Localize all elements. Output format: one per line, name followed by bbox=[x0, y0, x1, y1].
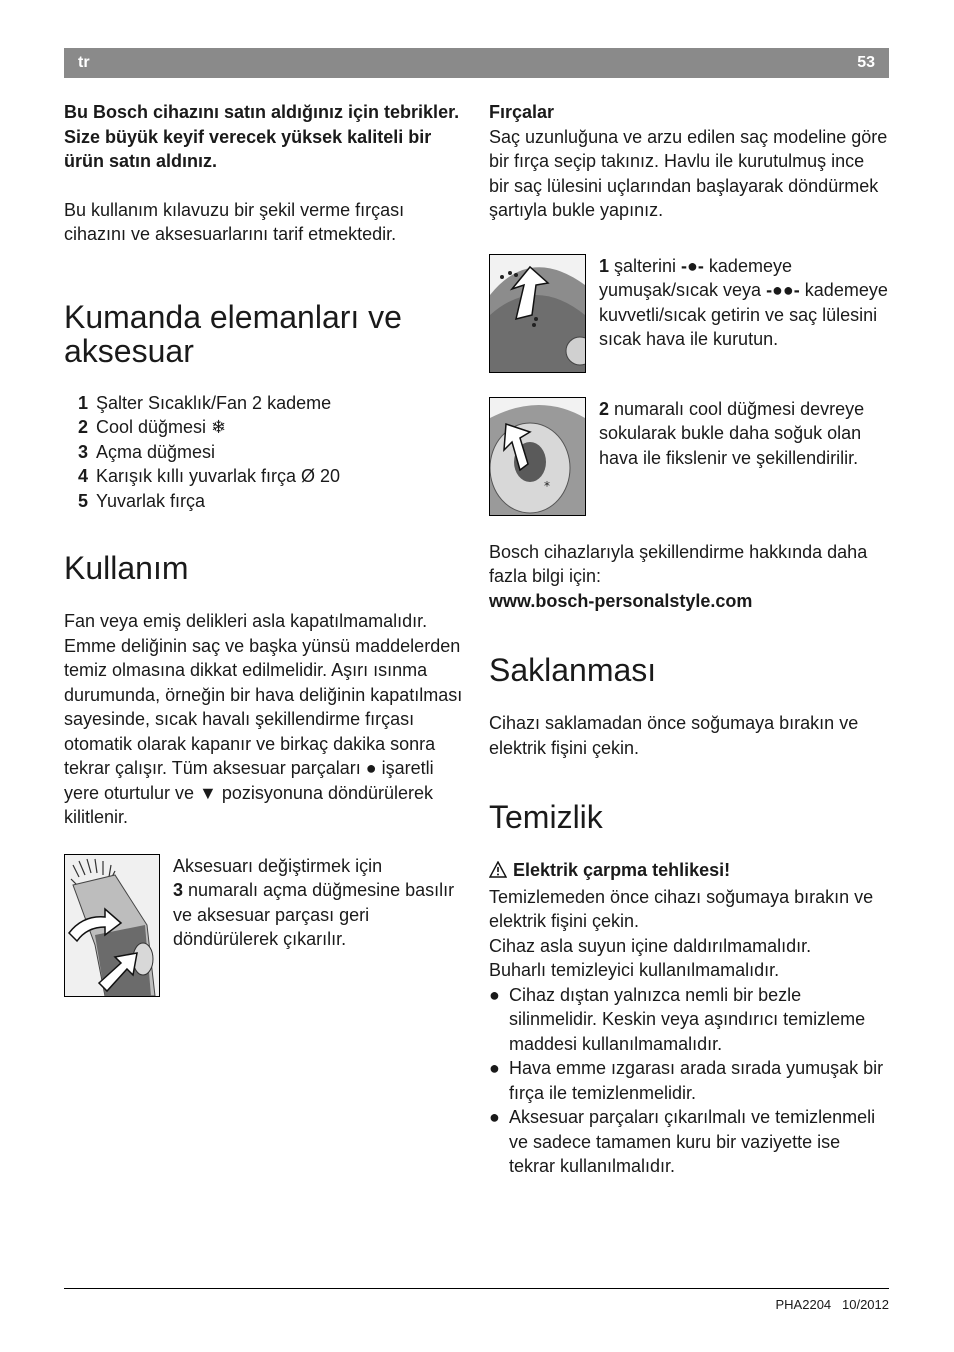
fan-level-1-symbol: -●- bbox=[681, 255, 704, 276]
model-number: PHA2204 bbox=[775, 1297, 832, 1312]
accessory-change-image bbox=[64, 854, 160, 997]
website-url[interactable]: www.bosch-personalstyle.com bbox=[489, 590, 753, 611]
intro-quality: Size büyük keyif verecek yüksek kaliteli bir ürün satın aldınız. bbox=[64, 126, 432, 171]
figure-cool-button bbox=[489, 397, 889, 516]
warning-heading: Elektrik çarpma tehlikesi! bbox=[489, 858, 889, 885]
brushes-text: Saç uzunluğuna ve arzu edilen saç modeline göre bir fırça seçip takınız. Havlu ile kurutulmuş ince bir saç lülesini uçlarından başlayarak döndürmek şartıyla bukle yapınız. bbox=[489, 126, 888, 220]
edition-date: 10/2012 bbox=[842, 1297, 889, 1312]
info-text: Bosch cihazlarıyla şekillendirme hakkında daha fazla bilgi için: bbox=[489, 541, 868, 586]
figure-change-accessory bbox=[64, 854, 464, 997]
parts-list bbox=[64, 391, 464, 514]
page-number: 53 bbox=[857, 54, 875, 71]
accessory-change-text: Aksesuarı değiştirmek için 3 numaralı açma düğmesine basılır ve aksesuar parçası geri döndürülerek çıkarılır. bbox=[173, 855, 455, 949]
list-item: ● Aksesuar parçaları çıkarılmalı ve temizlenmeli ve sadece tamamen kuru bir vaziyette ise tekrar kullanılmalıdır. bbox=[489, 1107, 876, 1176]
cleaning-bullets bbox=[489, 983, 889, 1179]
cool-button-image bbox=[489, 397, 586, 516]
intro-congrats: Bu Bosch cihazını satın aldığınız için tebrikler. bbox=[64, 102, 460, 122]
warning-text-3: Buharlı temizleyici kullanılmamalıdır. bbox=[489, 960, 780, 980]
footer-divider bbox=[64, 1288, 889, 1289]
section-title-storage: Saklanması bbox=[489, 652, 657, 688]
usage-text: Fan veya emiş delikleri asla kapatılmamalıdır. Emme deliğinin saç ve başka yünsü maddelerden temiz olmasına dikkat edilmelidir. Aşırı ısınma durumunda, örneğin bir hava deliğinin kapatılması sayesinde, sıcak havalı şekillendirme fırçası otomatik olarak kapanır ve birkaç dakika sonra tekrar çalışır. Tüm aksesuar parçaları ● işaretli yere oturtulur ve ▼ pozisyonuna döndürülerek kilitlenir. bbox=[64, 611, 463, 827]
header-bar bbox=[64, 48, 889, 78]
list-item: 1 Şalter Sıcaklık/Fan 2 kademe bbox=[77, 392, 332, 413]
list-item: 2 Cool düğmesi ❄ bbox=[77, 417, 227, 437]
switch-image bbox=[489, 254, 586, 373]
language-code: tr bbox=[78, 54, 90, 71]
list-item: ● Cihaz dıştan yalnızca nemli bir bezle silinmelidir. Keskin veya aşındırıcı temizleme maddesi kullanılmamalıdır. bbox=[489, 984, 866, 1054]
list-item: 5 Yuvarlak fırça bbox=[77, 490, 206, 511]
figure-switch bbox=[489, 254, 889, 373]
warning-text-2: Cihaz asla suyun içine daldırılmamalıdır. bbox=[489, 935, 812, 956]
section-title-cleaning: Temizlik bbox=[489, 799, 603, 835]
section-title-usage: Kullanım bbox=[64, 550, 189, 586]
warning-icon bbox=[489, 860, 507, 885]
left-column bbox=[64, 100, 464, 997]
footer bbox=[776, 1297, 890, 1312]
intro-description: Bu kullanım kılavuzu bir şekil verme fırçası cihazını ve aksesuarlarını tarif etmektedir. bbox=[64, 199, 405, 244]
list-item: 4 Karışık kıllı yuvarlak fırça Ø 20 bbox=[77, 466, 341, 486]
section-title-controls: Kumanda elemanları ve aksesuar bbox=[64, 298, 402, 369]
brushes-title: Fırçalar bbox=[489, 102, 555, 122]
fan-level-2-symbol: -●●- bbox=[766, 280, 800, 300]
list-item: ● Hava emme ızgarası arada sırada yumuşak bir fırça ile temizlenmelidir. bbox=[489, 1058, 884, 1103]
svg-text:*: * bbox=[544, 478, 550, 493]
storage-text: Cihazı saklamadan önce soğumaya bırakın ve elektrik fişini çekin. bbox=[489, 713, 859, 758]
switch-text: 1 şalterini -●- kademeye yumuşak/sıcak veya -●●- kademeye kuvvetli/sıcak getirin ve saç lülesini sıcak hava ile kurutun. bbox=[599, 255, 888, 349]
list-item: 3 Açma düğmesi bbox=[77, 441, 216, 462]
cool-button-text: 2 numaralı cool düğmesi devreye sokularak bukle daha soğuk olan hava ile fikslenir ve şekillendirilir. bbox=[599, 398, 865, 468]
right-column bbox=[489, 100, 889, 1179]
warning-text-1: Temizlemeden önce cihazı soğumaya bırakın ve elektrik fişini çekin. bbox=[489, 886, 874, 931]
